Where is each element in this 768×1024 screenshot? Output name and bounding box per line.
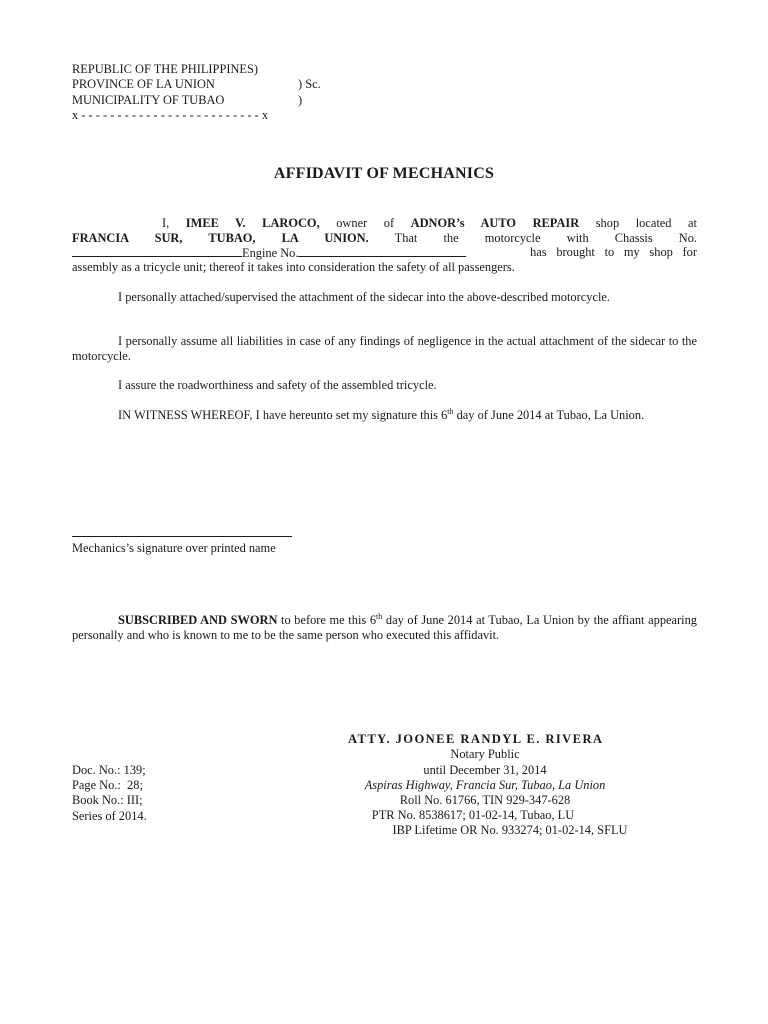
venue-paren: ): [298, 92, 303, 107]
affiant-name: IMEE V. LAROCO,: [185, 216, 320, 230]
venue-municipality: [72, 93, 372, 108]
notary-address: Aspiras Highway, Francia Sur, Tubao, La Union: [364, 778, 606, 792]
notary-until: until December 31, 2014: [423, 763, 547, 777]
notary-ptr: PTR No. 8538617; 01-02-14, Tubao, LU: [371, 808, 575, 822]
venue-divider-text: x - - - - - - - - - - - - - - - - - - - - - - - - - x: [72, 108, 269, 123]
shop-location: FRANCIA SUR, TUBAO, LA UNION.: [72, 230, 369, 245]
venue-line-province: PROVINCE OF LA UNION: [72, 77, 215, 92]
para5-sup: th: [447, 406, 454, 416]
venue-block: [72, 62, 372, 124]
notary-ibp: IBP Lifetime OR No. 933274; 01-02-14, SFLU: [392, 823, 628, 837]
para1-line1: [72, 216, 697, 231]
notary-roll: Roll No. 61766, TIN 929-347-628: [399, 793, 571, 807]
para1-line3: [72, 245, 697, 260]
paragraph-2: I personally attached/supervised the attachment of the sidecar into the above-described motorcycle.: [118, 290, 610, 304]
jurat-after: day of June 2014 at Tubao, La Union by the affiant appearing personally and who is known to me to be the same person who executed this affidavit.: [72, 613, 697, 642]
book-no: Book No.: III;: [72, 793, 143, 808]
jurat-before: to before me this 6: [277, 613, 377, 627]
notary-name: ATTY. JOONEE RANDYL E. RIVERA: [348, 732, 604, 746]
document-title: AFFIDAVIT OF MECHANICS: [273, 165, 495, 182]
paragraph-1: [72, 216, 697, 274]
venue-sc: ) Sc.: [298, 77, 321, 92]
engine-no-blank: [298, 245, 466, 257]
signature-label: Mechanics’s signature over printed name: [72, 541, 276, 555]
notary-title: Notary Public: [450, 747, 520, 761]
para1-owner-of: owner of: [336, 216, 395, 230]
jurat-sup: th: [376, 611, 383, 621]
doc-no: Doc. No.: 139;: [72, 763, 146, 777]
para1-brought: has brought to my shop for: [530, 245, 697, 260]
venue-republic: [72, 62, 372, 77]
venue-province: [72, 77, 372, 92]
para1-line2: [72, 231, 697, 246]
para1-motorcycle: That the motorcycle with Chassis No.: [394, 230, 698, 245]
para1-located: shop located at: [595, 216, 697, 230]
para1-i: I,: [162, 216, 170, 230]
jurat-bold: SUBSCRIBED AND SWORN: [118, 613, 278, 627]
para5-after: day of June 2014 at Tubao, La Union.: [453, 408, 645, 422]
shop-name: ADNOR’s AUTO REPAIR: [410, 216, 580, 230]
signature-line: [72, 536, 292, 537]
para1-line4: assembly as a tricycle unit; thereof it takes into consideration the safety of all passengers.: [72, 259, 515, 274]
venue-divider: [72, 108, 372, 123]
paragraph-5: [72, 408, 697, 423]
venue-line-republic: REPUBLIC OF THE PHILIPPINES): [72, 62, 258, 76]
paragraph-3: I personally assume all liabilities in case of any findings of negligence in the actual attachment of the sidecar to the motorcycle.: [72, 334, 697, 363]
para5-before: IN WITNESS WHEREOF, I have hereunto set my signature this 6: [118, 408, 448, 422]
jurat-paragraph: [72, 613, 697, 642]
doc-block: [72, 763, 147, 824]
engine-label: Engine No.: [242, 246, 299, 261]
venue-line-municipality: MUNICIPALITY OF TUBAO: [72, 92, 225, 107]
page-no: Page No.: 28;: [72, 778, 143, 793]
series: Series of 2014.: [72, 808, 147, 823]
paragraph-4: I assure the roadworthiness and safety of the assembled tricycle.: [118, 378, 437, 392]
chassis-no-blank: [72, 245, 242, 257]
